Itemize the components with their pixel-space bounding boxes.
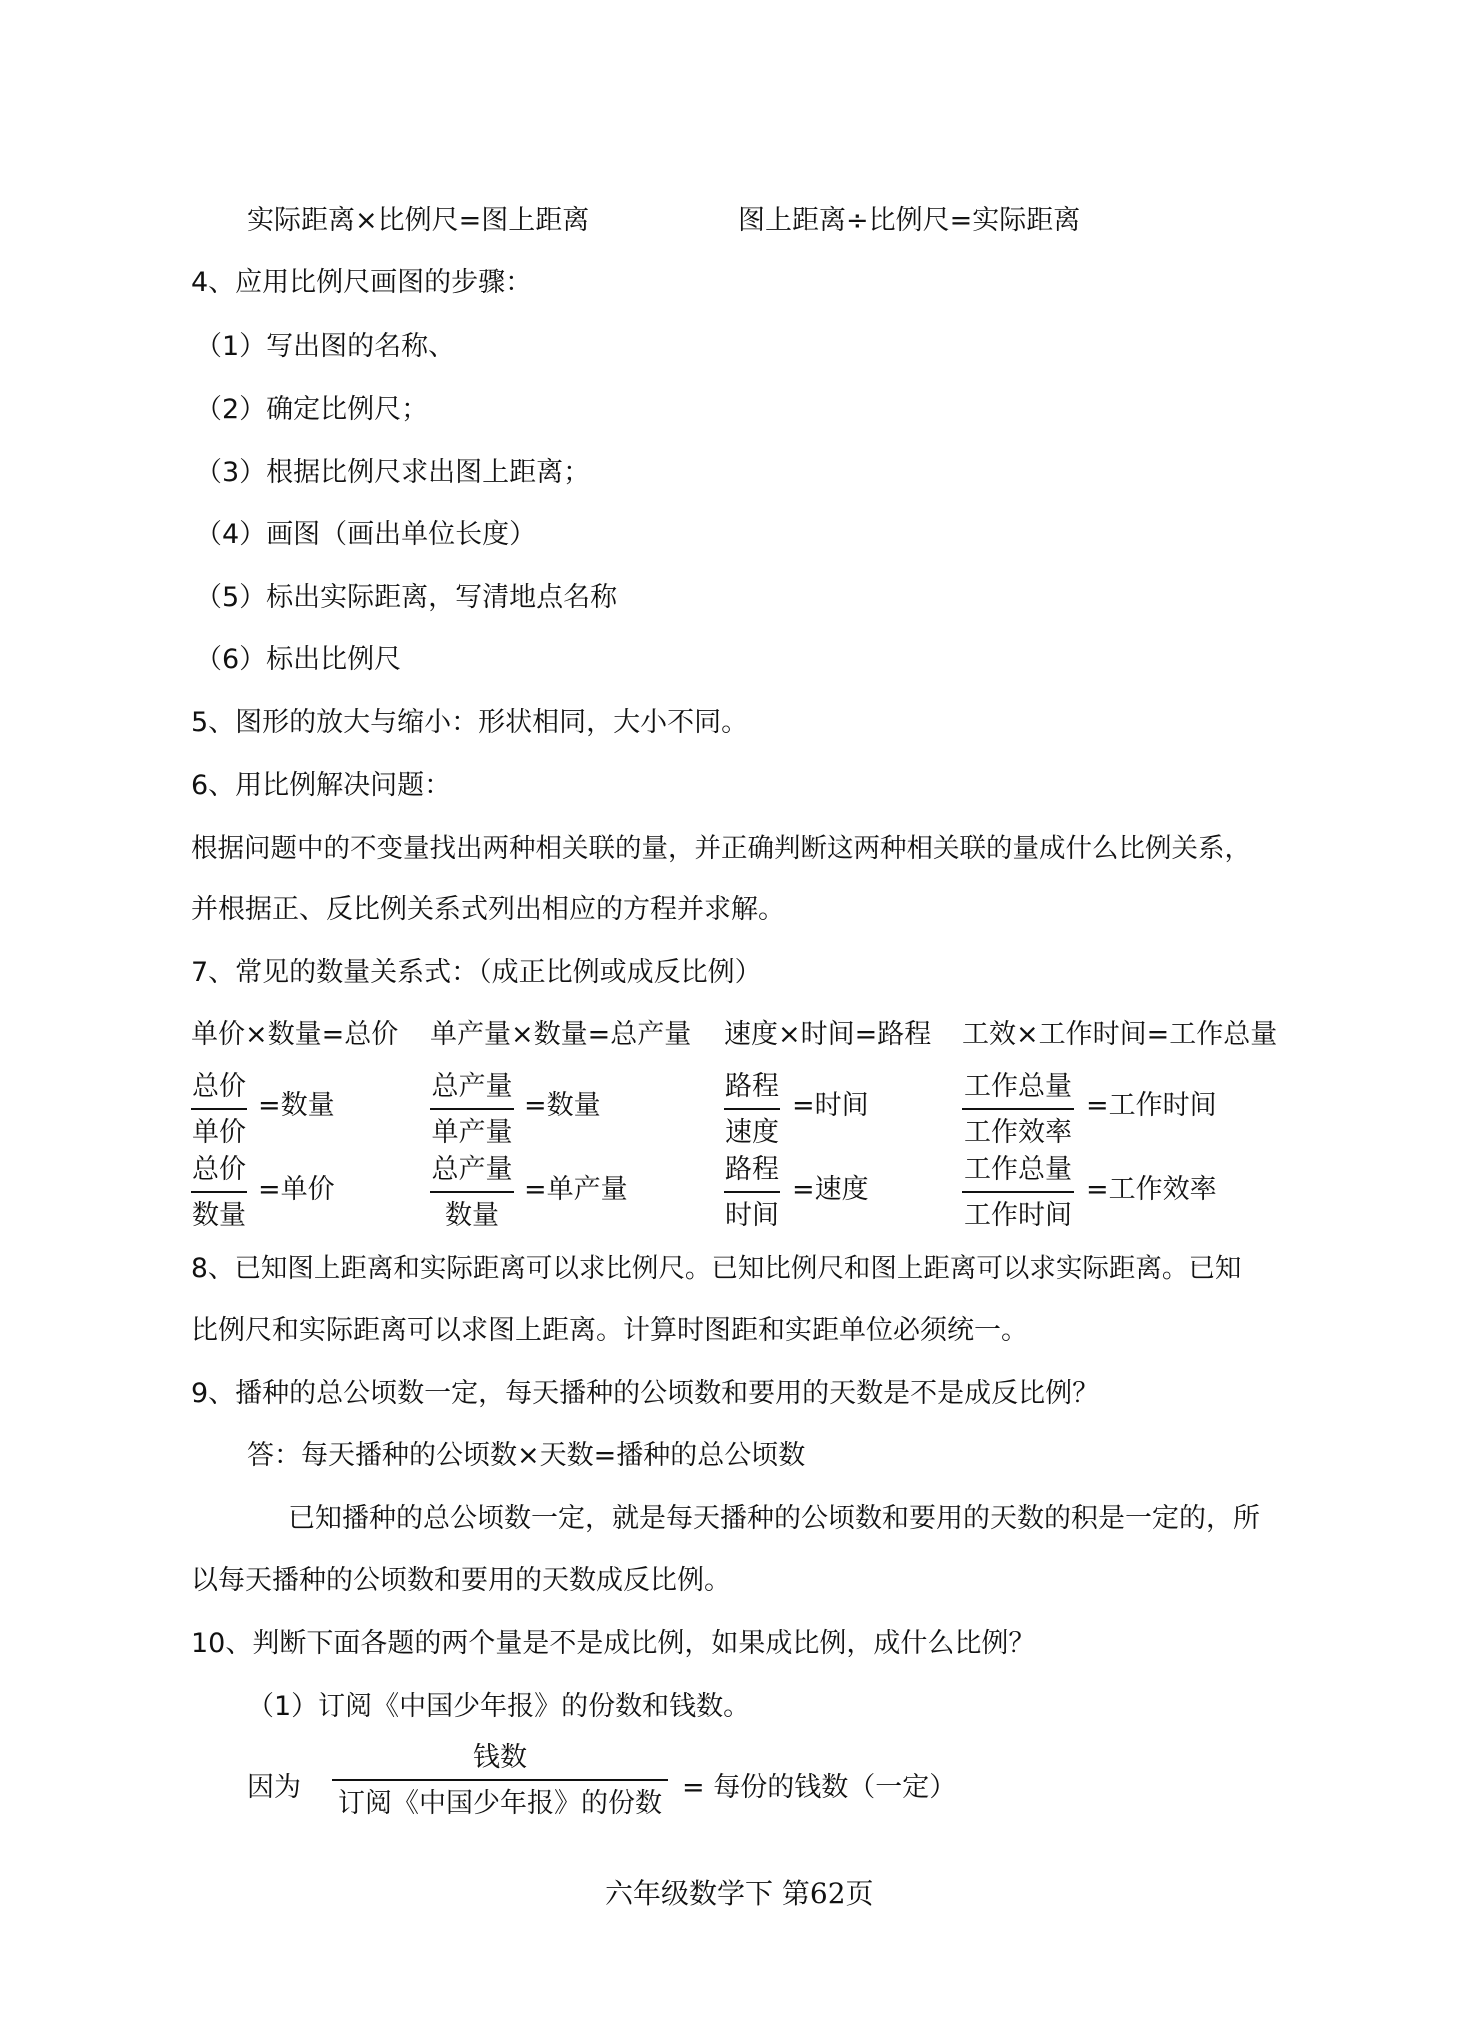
fraction	[191, 1153, 247, 1233]
fraction-bar	[191, 1108, 247, 1110]
fraction	[332, 1741, 668, 1821]
fraction	[191, 1070, 247, 1150]
fraction-result: =工作效率	[1086, 1174, 1217, 1205]
fraction-result: =时间	[792, 1090, 869, 1121]
fraction-denominator: 速度	[725, 1117, 779, 1148]
fraction-denominator: 时间	[725, 1200, 779, 1231]
fraction-result: =速度	[792, 1174, 869, 1205]
fraction-bar	[962, 1108, 1074, 1110]
fraction-numerator: 总价	[192, 1154, 246, 1185]
item6-title: 6、用比例解决问题：	[191, 770, 452, 801]
fraction-result: = 每份的钱数（一定）	[682, 1772, 957, 1803]
fraction-bar	[962, 1191, 1074, 1193]
fraction-denominator: 数量	[192, 1200, 246, 1231]
fraction-numerator: 路程	[725, 1154, 779, 1185]
fraction-bar	[430, 1108, 514, 1110]
item4-step-2: （2）确定比例尺；	[195, 394, 429, 425]
item8-line2: 比例尺和实际距离可以求图上距离。计算时图距和实距单位必须统一。	[191, 1315, 1028, 1346]
fraction	[724, 1153, 780, 1233]
fraction-bar	[191, 1191, 247, 1193]
product-formula-4: 工效×工作时间=工作总量	[962, 1019, 1278, 1050]
fraction-denominator: 工作时间	[964, 1200, 1072, 1231]
fraction	[962, 1070, 1074, 1150]
fraction-numerator: 钱数	[473, 1742, 527, 1773]
fraction	[724, 1070, 780, 1150]
product-formula-3: 速度×时间=路程	[724, 1019, 932, 1050]
formula-left: 实际距离×比例尺=图上距离	[247, 205, 590, 236]
fraction-numerator: 路程	[725, 1071, 779, 1102]
item6-line1: 根据问题中的不变量找出两种相关联的量，并正确判断这两种相关联的量成什么比例关系，	[191, 833, 1251, 864]
item9-answer-line3: 以每天播种的公顷数和要用的天数成反比例。	[191, 1565, 731, 1596]
item9-answer-line2: 已知播种的总公顷数一定，就是每天播种的公顷数和要用的天数的积是一定的，所	[288, 1503, 1260, 1534]
fraction-numerator: 工作总量	[964, 1154, 1072, 1185]
item5: 5、图形的放大与缩小：形状相同，大小不同。	[191, 707, 749, 738]
item7-title: 7、常见的数量关系式：（成正比例或成反比例）	[191, 957, 762, 988]
because-label: 因为	[247, 1772, 301, 1803]
item4-title: 4、应用比例尺画图的步骤：	[191, 267, 533, 298]
fraction	[430, 1153, 514, 1233]
fraction-bar	[332, 1779, 668, 1781]
item4-step-5: （5）标出实际距离，写清地点名称	[195, 582, 618, 613]
item4-step-4: （4）画图（画出单位长度）	[195, 519, 537, 550]
fraction-result: =数量	[524, 1090, 601, 1121]
fraction-result: =单价	[258, 1174, 335, 1205]
fraction-denominator: 单价	[192, 1117, 246, 1148]
item10-sub1: （1）订阅《中国少年报》的份数和钱数。	[247, 1691, 751, 1722]
fraction-denominator: 工作效率	[964, 1117, 1072, 1148]
fraction-numerator: 总产量	[431, 1154, 513, 1185]
formula-right: 图上距离÷比例尺=实际距离	[738, 205, 1081, 236]
fraction-denominator: 单产量	[431, 1117, 513, 1148]
fraction-numerator: 总价	[192, 1071, 246, 1102]
item6-line2: 并根据正、反比例关系式列出相应的方程并求解。	[191, 894, 785, 925]
fraction-numerator: 工作总量	[964, 1071, 1072, 1102]
fraction-result: =单产量	[524, 1174, 628, 1205]
item4-step-1: （1）写出图的名称、	[195, 331, 456, 362]
fraction	[962, 1153, 1074, 1233]
item9-question: 9、播种的总公顷数一定，每天播种的公顷数和要用的天数是不是成反比例？	[191, 1378, 1100, 1409]
item9-answer-line1: 答：每天播种的公顷数×天数=播种的总公顷数	[247, 1440, 806, 1471]
page-footer: 六年级数学下 第62页	[605, 1877, 874, 1910]
product-formula-1: 单价×数量=总价	[191, 1019, 399, 1050]
item4-step-6: （6）标出比例尺	[195, 644, 402, 675]
fraction-bar	[430, 1191, 514, 1193]
fraction-result: =工作时间	[1086, 1090, 1217, 1121]
item10-question: 10、判断下面各题的两个量是不是成比例，如果成比例，成什么比例？	[191, 1628, 1036, 1659]
fraction-bar	[724, 1108, 780, 1110]
fraction-result: =数量	[258, 1090, 335, 1121]
fraction	[430, 1070, 514, 1150]
fraction-bar	[724, 1191, 780, 1193]
item8-line1: 8、已知图上距离和实际距离可以求比例尺。已知比例尺和图上距离可以求实际距离。已知	[191, 1253, 1242, 1284]
fraction-numerator: 总产量	[431, 1071, 513, 1102]
fraction-denominator: 数量	[445, 1200, 499, 1231]
fraction-denominator: 订阅《中国少年报》的份数	[338, 1788, 662, 1819]
product-formula-2: 单产量×数量=总产量	[430, 1019, 692, 1050]
item4-step-3: （3）根据比例尺求出图上距离；	[195, 457, 591, 488]
